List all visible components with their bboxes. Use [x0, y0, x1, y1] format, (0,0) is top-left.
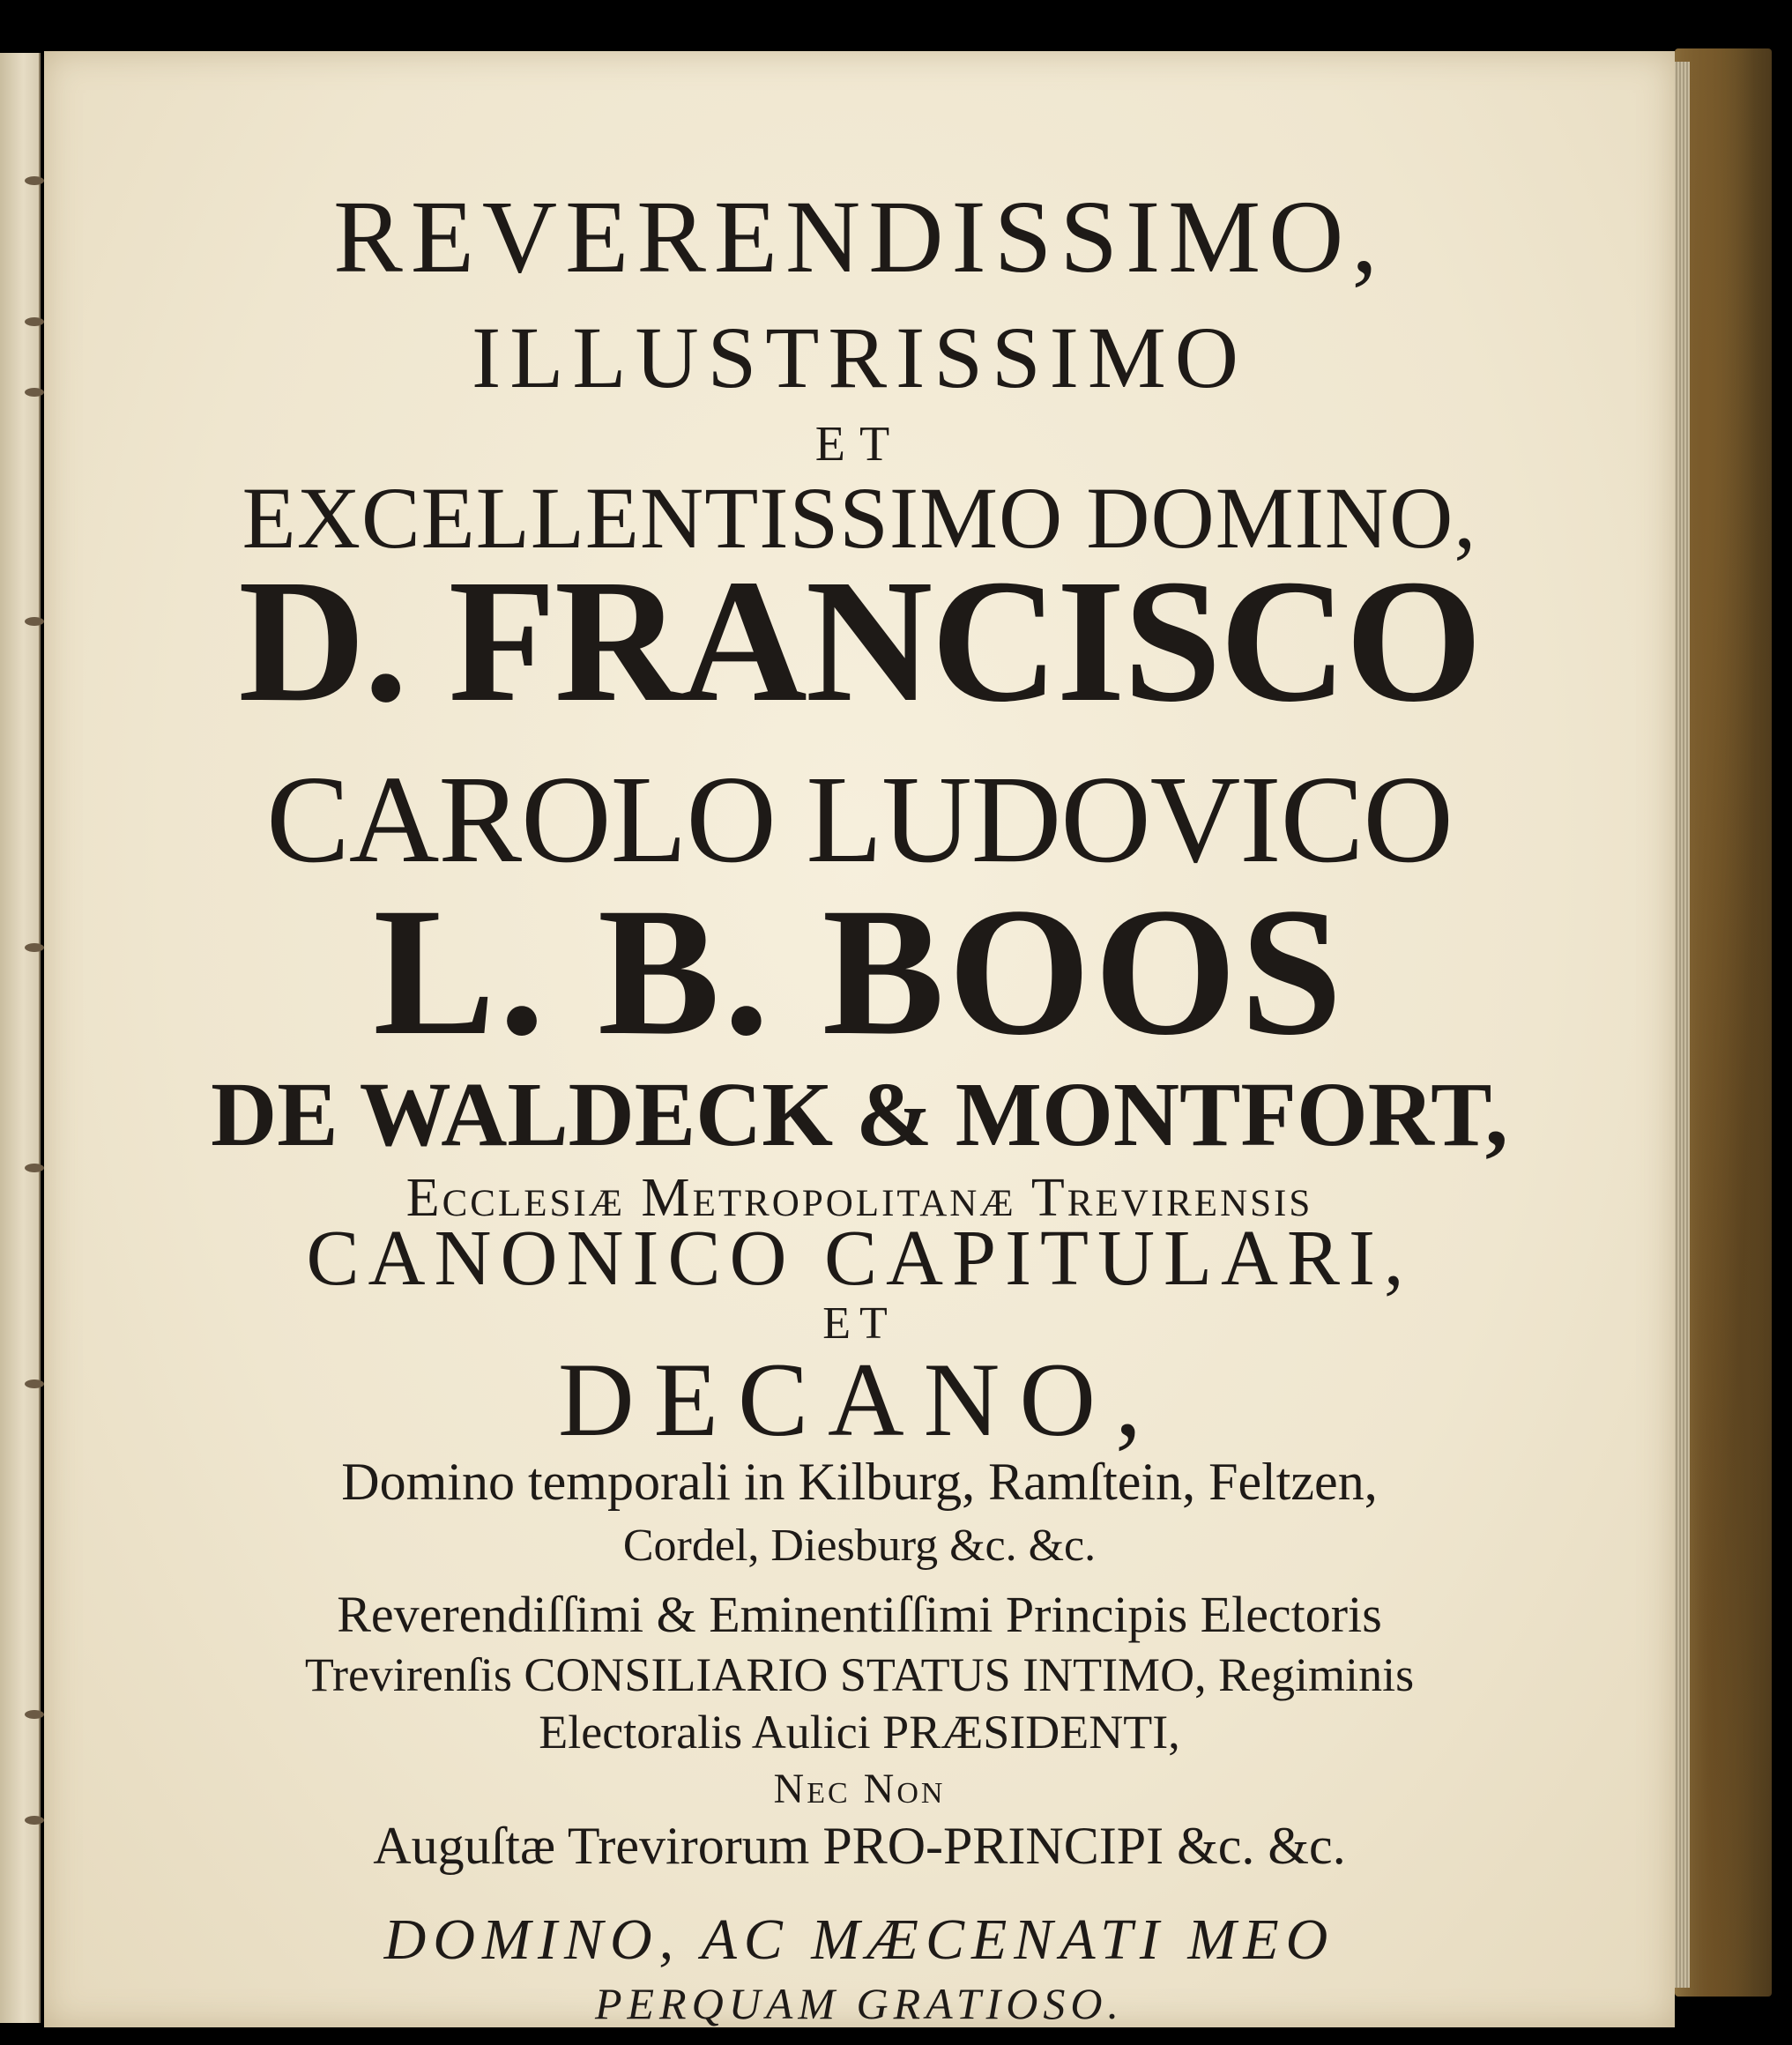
dedication-line: ET	[822, 1298, 896, 1349]
dedication-name-line: CAROLO LUDOVICO	[266, 749, 1453, 889]
dedication-name-line: D. FRANCISCO	[238, 544, 1481, 739]
closing-line: PERQUAM GRATIOSO.	[594, 1979, 1125, 2028]
dedication-line: Domino temporali in Kilburg, Ramſtein, Feltzen,	[341, 1453, 1378, 1511]
dedication-line: CANONICO CAPITULARI,	[306, 1215, 1413, 1302]
dedication-line: Nec Non	[773, 1766, 946, 1812]
dedication-name-line: DE WALDECK & MONTFORT,	[211, 1064, 1508, 1165]
binding-stitch	[25, 388, 44, 397]
dedication-line: Cordel, Diesburg &c. &c.	[622, 1521, 1097, 1571]
title-page	[44, 51, 1675, 2027]
binding-stitch	[25, 176, 44, 185]
dedication-line: EXCELLENTISSIMO DOMINO,	[242, 469, 1477, 567]
binding-stitch	[25, 617, 44, 626]
dedication-line: ILLUSTRISSIMO	[471, 309, 1248, 406]
dedication-name-line: L. B. BOOS	[373, 870, 1346, 1073]
binding-stitch	[25, 1379, 44, 1388]
binding-stitch	[25, 317, 44, 326]
binding-stitch	[25, 1816, 44, 1825]
dedication-line: Reverendiſſimi & Eminentiſſimi Principis Electoris	[337, 1586, 1382, 1643]
dedication-line: DECANO,	[558, 1341, 1161, 1458]
dedication-line: Trevirenſis CONSILIARIO STATUS INTIMO, Regiminis	[304, 1648, 1415, 1701]
dedication-line: ET	[814, 417, 904, 472]
left-page-edge	[0, 53, 41, 2023]
binding-stitch	[25, 1164, 44, 1172]
closing-line: DOMINO, AC MÆCENATI MEO	[383, 1907, 1335, 1972]
dedication-line: Electoralis Aulici PRÆSIDENTI,	[539, 1706, 1180, 1759]
binding-stitch	[25, 1710, 44, 1719]
dedication-line: Auguſtæ Trevirorum PRO-PRINCIPI &c. &c.	[373, 1817, 1346, 1875]
binding-stitch	[25, 943, 44, 952]
dedication-line: REVERENDISSIMO,	[333, 179, 1386, 294]
dedication-line: Ecclesiæ Metropolitanæ Trevirensis	[405, 1168, 1313, 1228]
